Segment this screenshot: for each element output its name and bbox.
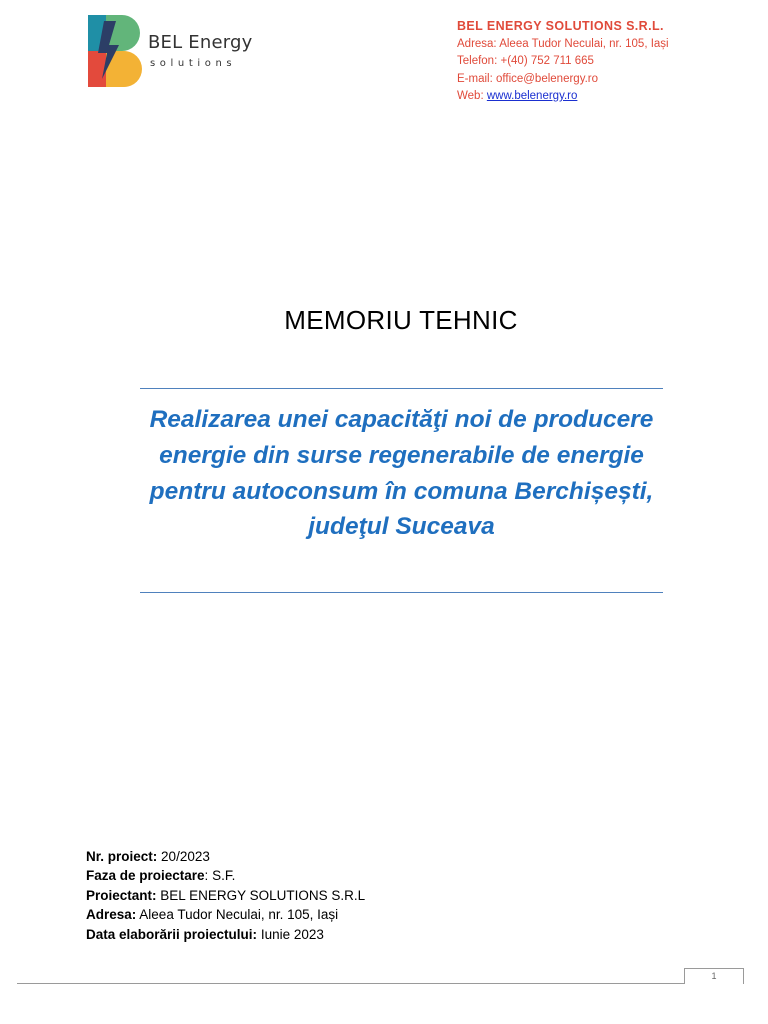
- project-subject: Realizarea unei capacităţi noi de producere energie din surse regenerabile de energie pentru autoconsum în comuna Berchișești, judeţul Suceava: [149, 406, 654, 541]
- company-phone: [457, 53, 669, 71]
- logo-subtitle: solutions: [150, 58, 237, 69]
- company-contact: [457, 18, 669, 106]
- detail-value: S.F.: [212, 868, 236, 884]
- logo-name: BEL Energy: [148, 32, 253, 53]
- detail-row-date: Data elaborării proiectului: Iunie 2023: [86, 926, 324, 942]
- company-email: [457, 71, 669, 89]
- detail-row-project-number: Nr. proiect: 20/2023: [86, 849, 210, 864]
- company-address: [457, 36, 669, 54]
- web-label: Web:: [457, 90, 484, 102]
- address-value: Aleea Tudor Neculai, nr. 105, Iași: [499, 37, 669, 50]
- bel-logo-icon: [88, 15, 144, 87]
- email-value: office@belenergy.ro: [495, 72, 599, 85]
- detail-label: Proiectant: [86, 887, 153, 903]
- company-logo: [88, 15, 278, 87]
- page-number: 1: [684, 968, 744, 984]
- detail-value: BEL ENERGY SOLUTIONS S.R.L: [160, 887, 366, 903]
- detail-value: Iunie 2023: [260, 926, 324, 942]
- project-details: [86, 847, 365, 944]
- email-label: E-mail:: [457, 72, 493, 85]
- company-name: BEL ENERGY SOLUTIONS S.R.L.: [457, 19, 664, 33]
- detail-label: Nr. proiect: [86, 849, 153, 864]
- detail-label: Adresa: [86, 907, 132, 923]
- subject-bottom-rule: [140, 592, 663, 593]
- company-web: [457, 88, 669, 106]
- detail-row-designer: Proiectant: BEL ENERGY SOLUTIONS S.R.L: [86, 887, 366, 903]
- web-link[interactable]: www.belenergy.ro: [486, 90, 578, 102]
- document-title: MEMORIU TEHNIC: [284, 305, 518, 335]
- subject-top-rule: [140, 388, 663, 389]
- detail-row-design-phase: Faza de proiectare: S.F.: [86, 868, 236, 884]
- footer-rule: [17, 983, 742, 984]
- detail-label: Faza de proiectare: [86, 868, 205, 884]
- phone-label: Telefon:: [457, 55, 498, 67]
- detail-value: 20/2023: [161, 849, 210, 864]
- detail-label: Data elaborării proiectului: [86, 926, 253, 942]
- detail-row-address: Adresa: Aleea Tudor Neculai, nr. 105, Iași: [86, 907, 339, 923]
- detail-value: Aleea Tudor Neculai, nr. 105, Iași: [139, 907, 339, 923]
- address-label: Adresa:: [457, 37, 497, 50]
- phone-value: +(40) 752 711 665: [500, 55, 594, 67]
